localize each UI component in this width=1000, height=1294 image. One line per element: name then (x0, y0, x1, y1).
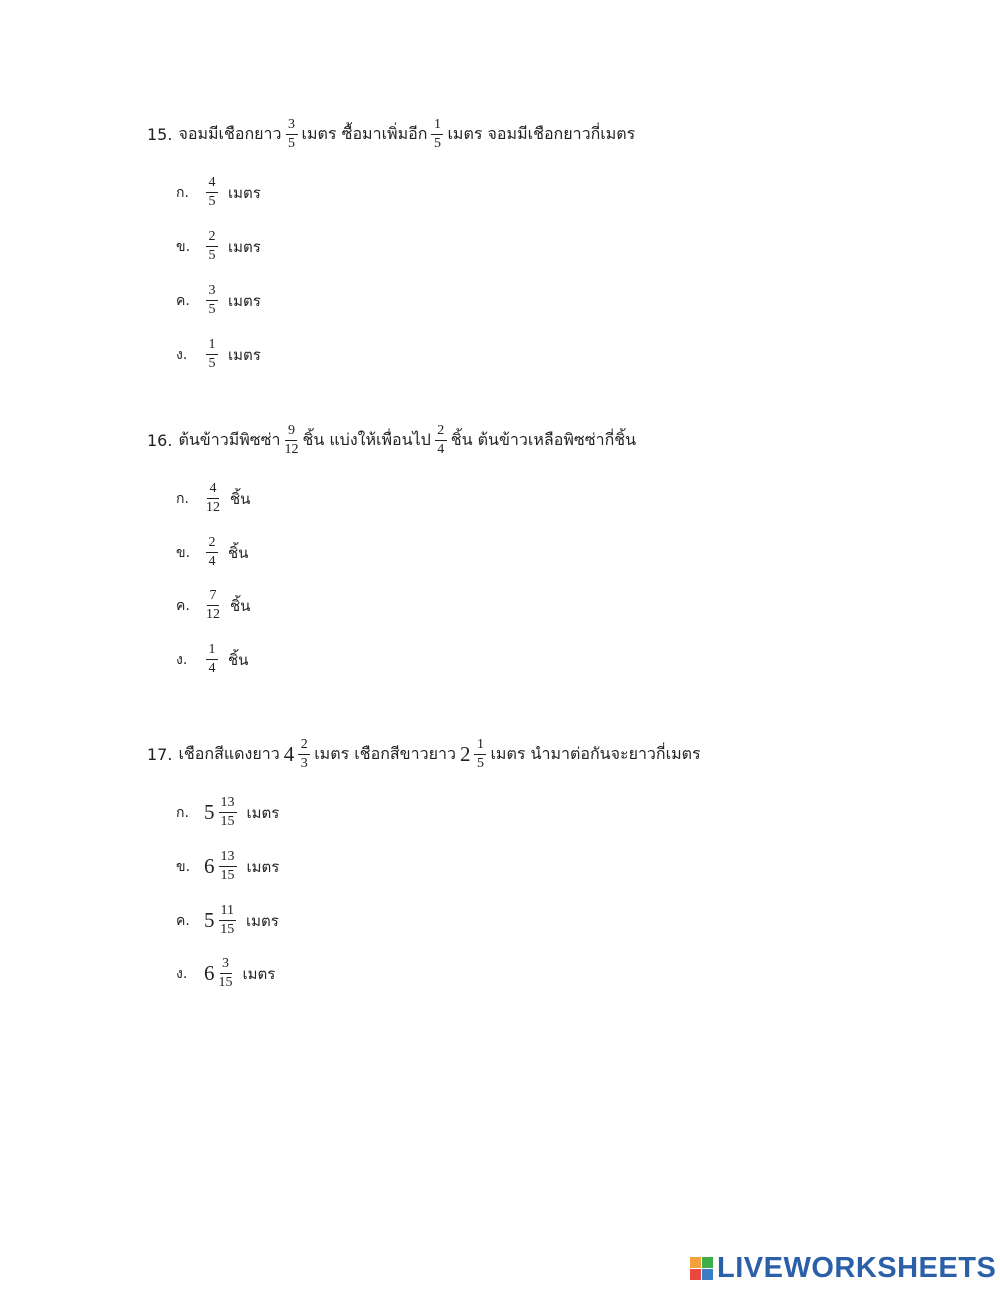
option-17-c[interactable] (176, 904, 279, 937)
question-text: ชิ้น ต้นข้าวเหลือพิซซ่ากี่ชิ้น (450, 430, 637, 449)
option-16-a[interactable] (176, 482, 250, 515)
option-15-a[interactable] (176, 176, 261, 209)
option-label: ข. (176, 238, 191, 255)
question-text: ชิ้น แบ่งให้เพื่อนไป (302, 430, 431, 449)
option-label: ค. (176, 292, 190, 309)
question-17 (147, 738, 701, 771)
option-label: ข. (176, 544, 191, 561)
option-unit: เมตร (228, 345, 261, 364)
fraction: $\frac{1}{5}$ (206, 338, 218, 371)
question-16 (147, 424, 636, 457)
option-unit: ชิ้น (228, 650, 249, 669)
option-label: ค. (176, 597, 190, 614)
question-15 (147, 118, 635, 151)
option-unit: เมตร (245, 911, 279, 930)
option-16-c[interactable] (176, 589, 250, 622)
fraction: $\frac{11}{15}$ (220, 903, 235, 937)
option-label: ง. (176, 346, 188, 363)
mixed-whole: 6 (204, 854, 215, 878)
question-text: จอมมีเชือกยาว (178, 124, 282, 143)
option-label: ก. (176, 490, 189, 507)
fraction: $\frac{3}{5}$ (286, 118, 298, 151)
fraction: $\frac{13}{15}$ (220, 795, 235, 829)
option-unit: เมตร (246, 803, 280, 822)
fraction: $\frac{1}{5}$ (474, 738, 486, 771)
mixed-whole: 4 (283, 742, 295, 766)
fraction: $\frac{3}{15}$ (218, 956, 233, 990)
fraction: $\frac{4}{5}$ (206, 176, 218, 209)
brand-name: LIVEWORKSHEETS (717, 1252, 997, 1284)
mixed-whole: 2 (459, 742, 471, 766)
fraction: $\frac{1}{5}$ (431, 118, 443, 151)
option-label: ง. (176, 651, 188, 668)
option-17-a[interactable] (176, 796, 279, 829)
option-unit: เมตร (228, 183, 261, 202)
option-unit: เมตร (242, 964, 276, 983)
option-unit: เมตร (228, 237, 261, 256)
option-15-b[interactable] (176, 230, 261, 263)
fraction: $\frac{2}{4}$ (206, 536, 218, 569)
option-unit: ชิ้น (228, 543, 249, 562)
question-text: เมตร นำมาต่อกันจะยาวกี่เมตร (490, 744, 701, 763)
fraction: $\frac{1}{4}$ (206, 643, 218, 676)
mixed-whole: 5 (204, 800, 215, 824)
option-16-d[interactable] (176, 643, 248, 676)
option-label: ก. (176, 184, 189, 201)
mixed-whole: 5 (204, 908, 215, 932)
option-unit: ชิ้น (230, 596, 251, 615)
fraction: $\frac{2}{5}$ (206, 230, 218, 263)
liveworksheets-logo[interactable] (690, 1252, 996, 1285)
mixed-whole: 6 (204, 961, 215, 985)
question-text: เชือกสีแดงยาว (178, 744, 280, 763)
fraction: $\frac{2}{4}$ (435, 424, 447, 457)
fraction: $\frac{4}{12}$ (206, 481, 220, 515)
question-text: เมตร ซื้อมาเพิ่มอีก (301, 124, 428, 143)
question-text: เมตร เชือกสีขาวยาว (314, 744, 456, 763)
option-17-b[interactable] (176, 850, 279, 883)
option-label: ก. (176, 804, 189, 821)
option-label: ข. (176, 858, 191, 875)
fraction: $\frac{13}{15}$ (220, 849, 235, 883)
option-unit: เมตร (228, 291, 261, 310)
question-number: 17. (147, 745, 173, 764)
option-unit: ชิ้น (230, 489, 251, 508)
option-label: ค. (176, 912, 190, 929)
fraction: $\frac{3}{5}$ (206, 284, 218, 317)
question-number: 15. (147, 125, 173, 144)
option-15-d[interactable] (176, 338, 261, 371)
fraction: $\frac{7}{12}$ (206, 588, 220, 622)
liveworksheets-logo-icon (690, 1257, 713, 1280)
fraction: $\frac{2}{3}$ (298, 738, 310, 771)
option-label: ง. (176, 965, 188, 982)
fraction: $\frac{9}{12}$ (284, 423, 299, 457)
option-unit: เมตร (246, 857, 280, 876)
question-text: ต้นข้าวมีพิซซ่า (178, 430, 281, 449)
option-17-d[interactable] (176, 957, 275, 990)
option-15-c[interactable] (176, 284, 261, 317)
question-number: 16. (147, 431, 173, 450)
question-text: เมตร จอมมีเชือกยาวกี่เมตร (447, 124, 636, 143)
option-16-b[interactable] (176, 536, 248, 569)
